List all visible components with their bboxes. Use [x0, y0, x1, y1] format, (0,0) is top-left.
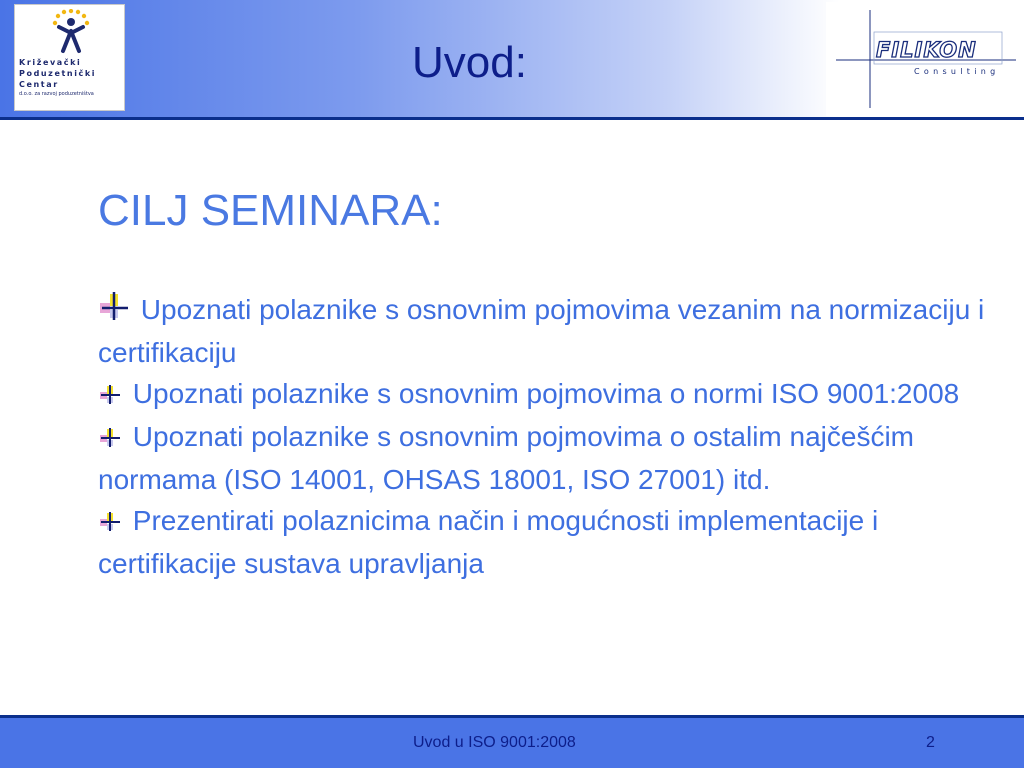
kpc-logo — [14, 4, 125, 111]
goal-text: Upoznati polaznike s osnovnim pojmovima o normi ISO 9001:2008 — [132, 378, 960, 409]
cross-bullet-icon — [98, 418, 122, 459]
footer-divider — [0, 715, 1024, 718]
filikon-brand-text: FILIKON — [876, 38, 977, 62]
filikon-tagline: Consulting — [914, 67, 1000, 76]
goal-text: Prezentirati polaznicima način i mogućnosti implementacije i certifikacije sustava upravljanja — [98, 505, 879, 579]
header-divider — [0, 117, 1024, 120]
page-number: 2 — [926, 734, 935, 751]
list-item — [98, 416, 988, 500]
goal-text: Upoznati polaznike s osnovnim pojmovima o ostalim najčešćim normama (ISO 14001, OHSAS 18001, ISO 27001) itd. — [98, 421, 915, 495]
cross-bullet-icon — [98, 502, 122, 543]
logo-line-2: Poduzetnički — [19, 69, 97, 78]
goals-list — [98, 289, 988, 584]
filikon-logo — [826, 2, 1024, 116]
slide-title: Uvod: — [412, 38, 527, 87]
footer-title: Uvod u ISO 9001:2008 — [413, 734, 576, 751]
list-item — [98, 500, 988, 584]
list-item — [98, 289, 988, 373]
list-item — [98, 373, 988, 416]
logo-line-1: Križevački — [19, 58, 82, 67]
goal-text: Upoznati polaznike s osnovnim pojmovima vezanim na normizaciju i certifikaciju — [98, 294, 985, 368]
section-heading: CILJ SEMINARA: — [98, 186, 443, 235]
cross-bullet-icon — [98, 375, 122, 416]
logo-tagline: d.o.o. za razvoj poduzetništva — [19, 91, 94, 97]
person-stars-icon — [49, 9, 91, 55]
logo-line-3: Centar — [19, 80, 59, 89]
cross-bullet-icon — [98, 291, 130, 332]
